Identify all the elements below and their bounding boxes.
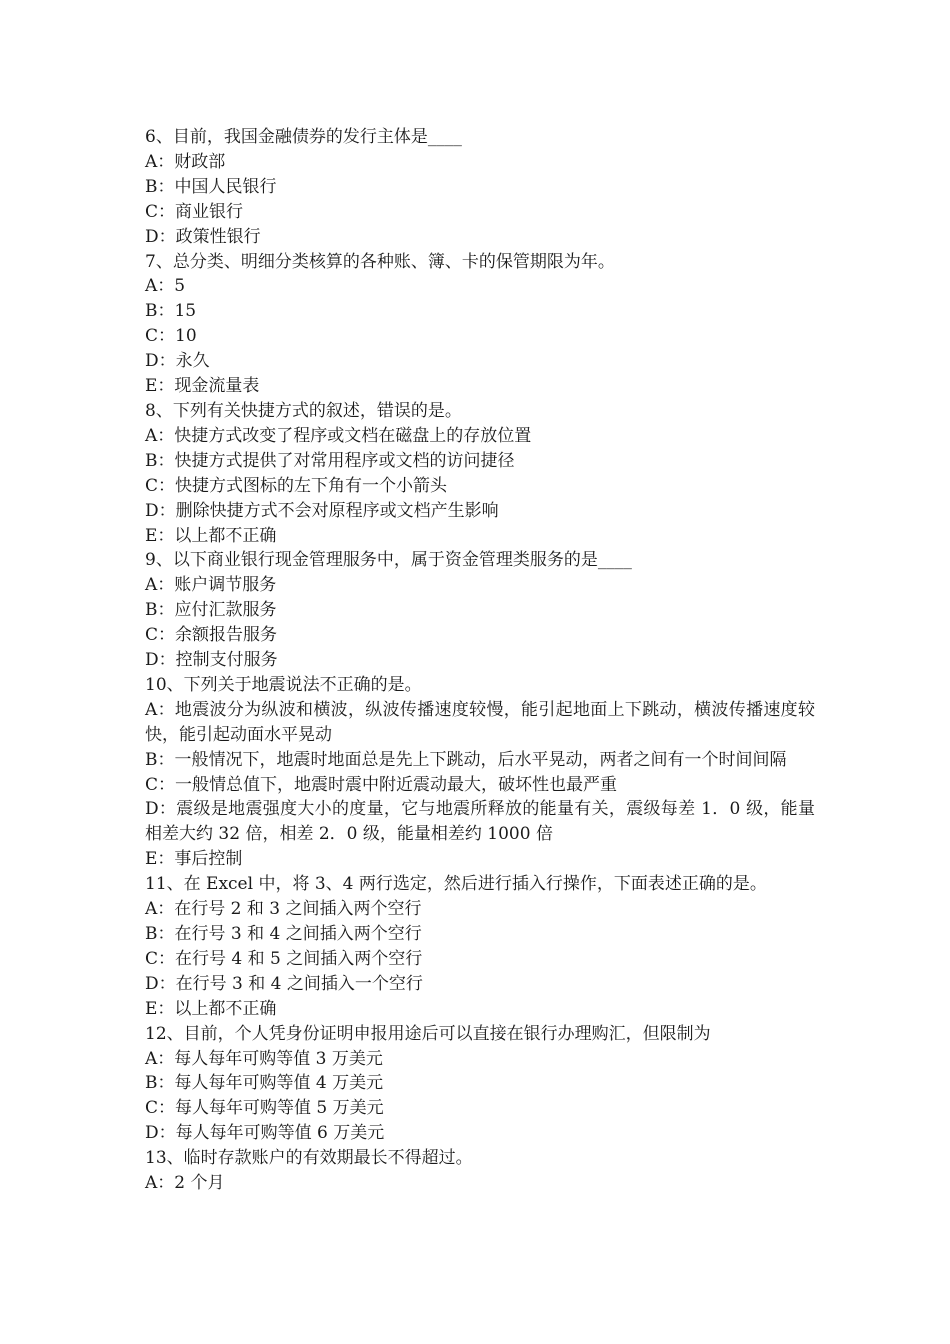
option-a: A：在行号 2 和 3 之间插入两个空行	[145, 899, 422, 920]
option-c: C：在行号 4 和 5 之间插入两个空行	[145, 948, 423, 969]
question-8: 8、下列有关快捷方式的叙述，错误的是。	[145, 400, 462, 421]
document-page	[145, 125, 815, 1196]
option-b: B：15	[145, 301, 197, 322]
question-13: 13、临时存款账户的有效期最长不得超过。	[145, 1148, 473, 1169]
option-a: A：地震波分为纵波和横波，纵波传播速度较慢，能引起地面上下跳动，横波传播速度较快，能引起动面水平晃动	[145, 699, 815, 745]
option-b: B：在行号 3 和 4 之间插入两个空行	[145, 924, 422, 944]
option-a: A：5	[145, 276, 186, 297]
option-d: D：控制支付服务	[145, 650, 278, 671]
option-e: E：现金流量表	[145, 376, 260, 397]
option-a: A：账户调节服务	[145, 575, 277, 596]
option-e: E：以上都不正确	[145, 998, 277, 1019]
question-10: 10、下列关于地震说法不正确的是。	[145, 674, 422, 695]
option-b: B：中国人民银行	[145, 176, 277, 197]
option-b: B：每人每年可购等值 4 万美元	[145, 1073, 384, 1094]
option-e: E：以上都不正确	[145, 525, 277, 546]
option-c: C：商业银行	[145, 201, 244, 222]
question-7: 7、总分类、明细分类核算的各种账、簿、卡的保管期限为年。	[145, 251, 615, 272]
option-c: C：每人每年可购等值 5 万美元	[145, 1098, 384, 1119]
option-d: D：每人每年可购等值 6 万美元	[145, 1123, 385, 1144]
option-a: A：快捷方式改变了程序或文档在磁盘上的存放位置	[145, 425, 532, 446]
option-a: A：每人每年可购等值 3 万美元	[145, 1048, 383, 1069]
option-d: D：政策性银行	[145, 226, 261, 247]
option-d: D：删除快捷方式不会对原程序或文档产生影响	[145, 500, 499, 521]
option-c: C：10	[145, 326, 197, 347]
question-6: 6、目前，我国金融债券的发行主体是____	[145, 127, 462, 147]
option-b: B：快捷方式提供了对常用程序或文档的访问捷径	[145, 450, 515, 471]
question-12: 12、目前，个人凭身份证明申报用途后可以直接在银行办理购汇，但限制为	[145, 1023, 711, 1044]
option-d: D：永久	[145, 351, 210, 372]
option-d: D：在行号 3 和 4 之间插入一个空行	[145, 973, 423, 994]
question-9: 9、以下商业银行现金管理服务中，属于资金管理类服务的是____	[145, 550, 632, 571]
option-c: C：快捷方式图标的左下角有一个小箭头	[145, 475, 448, 496]
option-d: D：震级是地震强度大小的度量，它与地震所释放的能量有关，震级每差 1．0 级，能量相差大约 32 倍，相差 2．0 级，能量相差约 1000 倍	[145, 799, 815, 845]
option-c: C：一般情总值下，地震时震中附近震动最大，破坏性也最严重	[145, 774, 618, 795]
option-e: E：事后控制	[145, 849, 243, 870]
question-11: 11、在 Excel 中，将 3、4 两行选定，然后进行插入行操作，下面表述正确的是。	[145, 874, 767, 895]
option-c: C：余额报告服务	[145, 625, 278, 646]
option-b: B：应付汇款服务	[145, 600, 277, 621]
option-a: A：2 个月	[145, 1173, 225, 1194]
option-b: B：一般情况下，地震时地面总是先上下跳动，后水平晃动，两者之间有一个时间间隔	[145, 749, 787, 770]
option-a: A：财政部	[145, 151, 226, 172]
